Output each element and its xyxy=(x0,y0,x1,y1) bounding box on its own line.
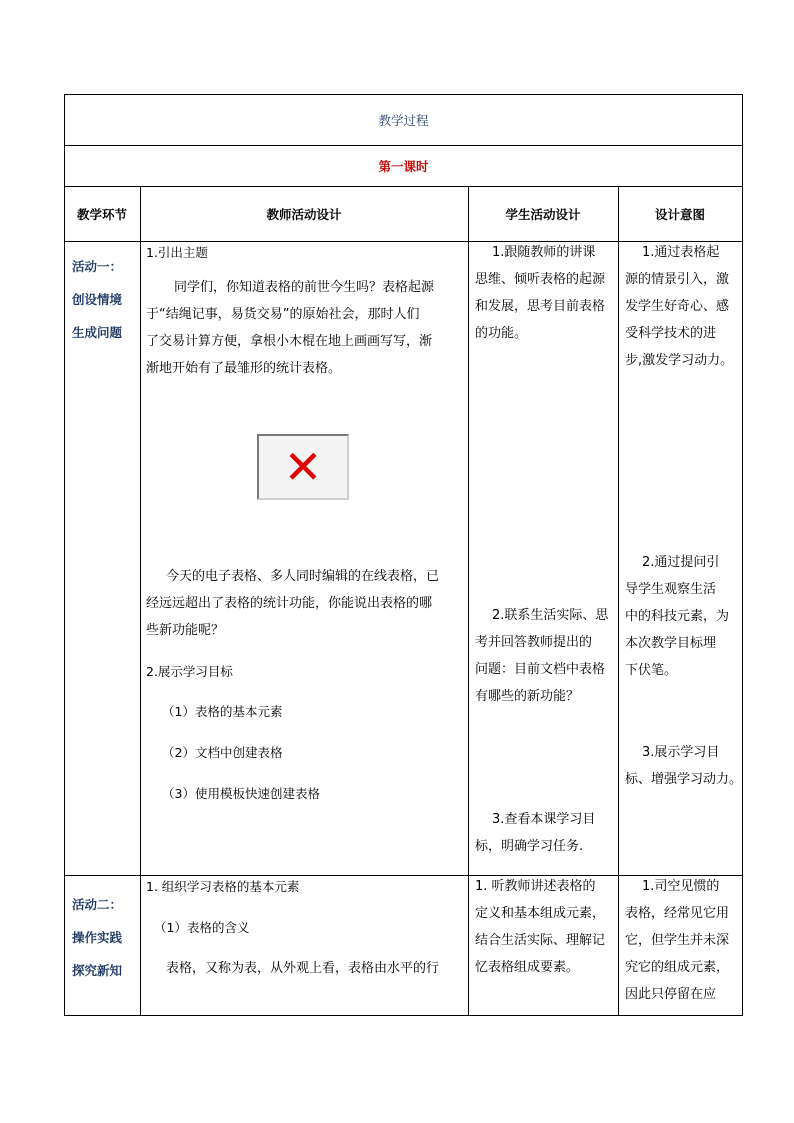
intent-line: 发学生好奇心、感 xyxy=(625,299,730,314)
student-activity-line: 标，明确学习任务. xyxy=(475,839,584,854)
column-header-teacher: 教师活动设计 xyxy=(266,206,342,222)
intent-line: 中的科技元素，为 xyxy=(625,609,730,624)
student-activity-line: 3.查看本课学习目 xyxy=(492,812,596,827)
intent-line: 1.司空见惯的 xyxy=(642,879,720,894)
activity-label-line: 操作实践 xyxy=(72,930,123,945)
goals-title: 2.展示学习目标 xyxy=(146,664,233,679)
intent-line: 本次教学目标埋 xyxy=(625,636,717,651)
intro-title: 1.引出主题 xyxy=(146,245,208,260)
section-title: 教学过程 xyxy=(378,112,429,128)
activity-label-line: 活动一： xyxy=(72,259,123,274)
question-line: 些新功能呢？ xyxy=(146,623,225,638)
intent-line: 源的情景引入，激 xyxy=(625,272,730,287)
column-divider xyxy=(618,186,619,1016)
student-activity-line: 结合生活实际、理解记 xyxy=(475,933,606,948)
goal-item: （1）表格的基本元素 xyxy=(162,704,283,719)
activity-label-line: 活动二： xyxy=(72,897,123,912)
teacher-line: 表格，又称为表，从外观上看，表格由水平的行 xyxy=(166,961,440,976)
student-activity-line: 和发展，思考目前表格 xyxy=(475,299,606,314)
intent-line: 因此只停留在应 xyxy=(625,987,717,1002)
column-header-intent: 设计意图 xyxy=(654,206,705,222)
student-activity-line: 有哪些的新功能？ xyxy=(475,689,580,704)
student-activity-line: 2.联系生活实际、思 xyxy=(492,608,609,623)
intent-line: 它，但学生并未深 xyxy=(625,933,730,948)
question-line: 经远远超出了表格的统计功能，你能说出表格的哪 xyxy=(146,596,433,611)
lesson-label: 第一课时 xyxy=(378,158,429,174)
question-line: 今天的电子表格、多人同时编辑的在线表格，已 xyxy=(166,569,440,584)
teacher-line: （1）表格的含义 xyxy=(154,920,250,935)
activity-label-line: 探究新知 xyxy=(72,963,123,978)
intent-line: 3.展示学习目 xyxy=(642,745,720,760)
student-activity-line: 1.跟随教师的讲课 xyxy=(492,245,596,260)
column-divider xyxy=(468,186,469,1016)
student-activity-line: 问题：目前文档中表格 xyxy=(475,662,606,677)
intent-line: 2.通过提问引 xyxy=(642,555,720,570)
intro-line: 了交易计算方便，拿根小木棍在地上画画写写，渐 xyxy=(146,334,433,349)
table-border-bottom xyxy=(64,1015,743,1016)
student-activity-line: 思维、倾听表格的起源 xyxy=(475,272,606,287)
teacher-line: 1. 组织学习表格的基本元素 xyxy=(146,879,300,894)
broken-image-icon: ✕ xyxy=(257,434,349,500)
intent-line: 导学生观察生活 xyxy=(625,582,717,597)
intro-line: 同学们，你知道表格的前世今生吗？表格起源 xyxy=(174,280,435,295)
column-header-student: 学生活动设计 xyxy=(505,206,581,222)
activity-2-label xyxy=(72,888,138,987)
goal-item: （2）文档中创建表格 xyxy=(162,745,283,760)
activity-1-label xyxy=(72,250,138,349)
intro-line: 渐地开始有了最雏形的统计表格。 xyxy=(146,361,342,376)
student-activity-line: 考并回答教师提出的 xyxy=(475,635,593,650)
intent-line: 标、增强学习动力。 xyxy=(625,772,743,787)
intent-line: 步,激发学习动力。 xyxy=(625,353,734,368)
activity-label-line: 创设情境 xyxy=(72,292,123,307)
column-divider xyxy=(140,186,141,1016)
lesson-table xyxy=(64,94,743,1016)
intent-line: 表格，经常见它用 xyxy=(625,906,730,921)
student-activity-line: 定义和基本组成元素， xyxy=(475,906,606,921)
table-border-right xyxy=(742,94,743,1016)
intent-line: 究它的组成元素， xyxy=(625,960,730,975)
goal-item: （3）使用模板快速创建表格 xyxy=(162,786,320,801)
column-header-stage: 教学环节 xyxy=(76,206,127,222)
intro-line: 于“结绳记事，易货交易”的原始社会，那时人们 xyxy=(146,307,420,322)
activity-label-line: 生成问题 xyxy=(72,325,123,340)
intent-line: 1.通过表格起 xyxy=(642,245,720,260)
student-activity-line: 忆表格组成要素。 xyxy=(475,960,580,975)
student-activity-line: 的功能。 xyxy=(475,326,528,341)
intent-line: 受科学技术的进 xyxy=(625,326,717,341)
intent-line: 下伏笔。 xyxy=(625,663,678,678)
student-activity-line: 1. 听教师讲述表格的 xyxy=(475,879,596,894)
